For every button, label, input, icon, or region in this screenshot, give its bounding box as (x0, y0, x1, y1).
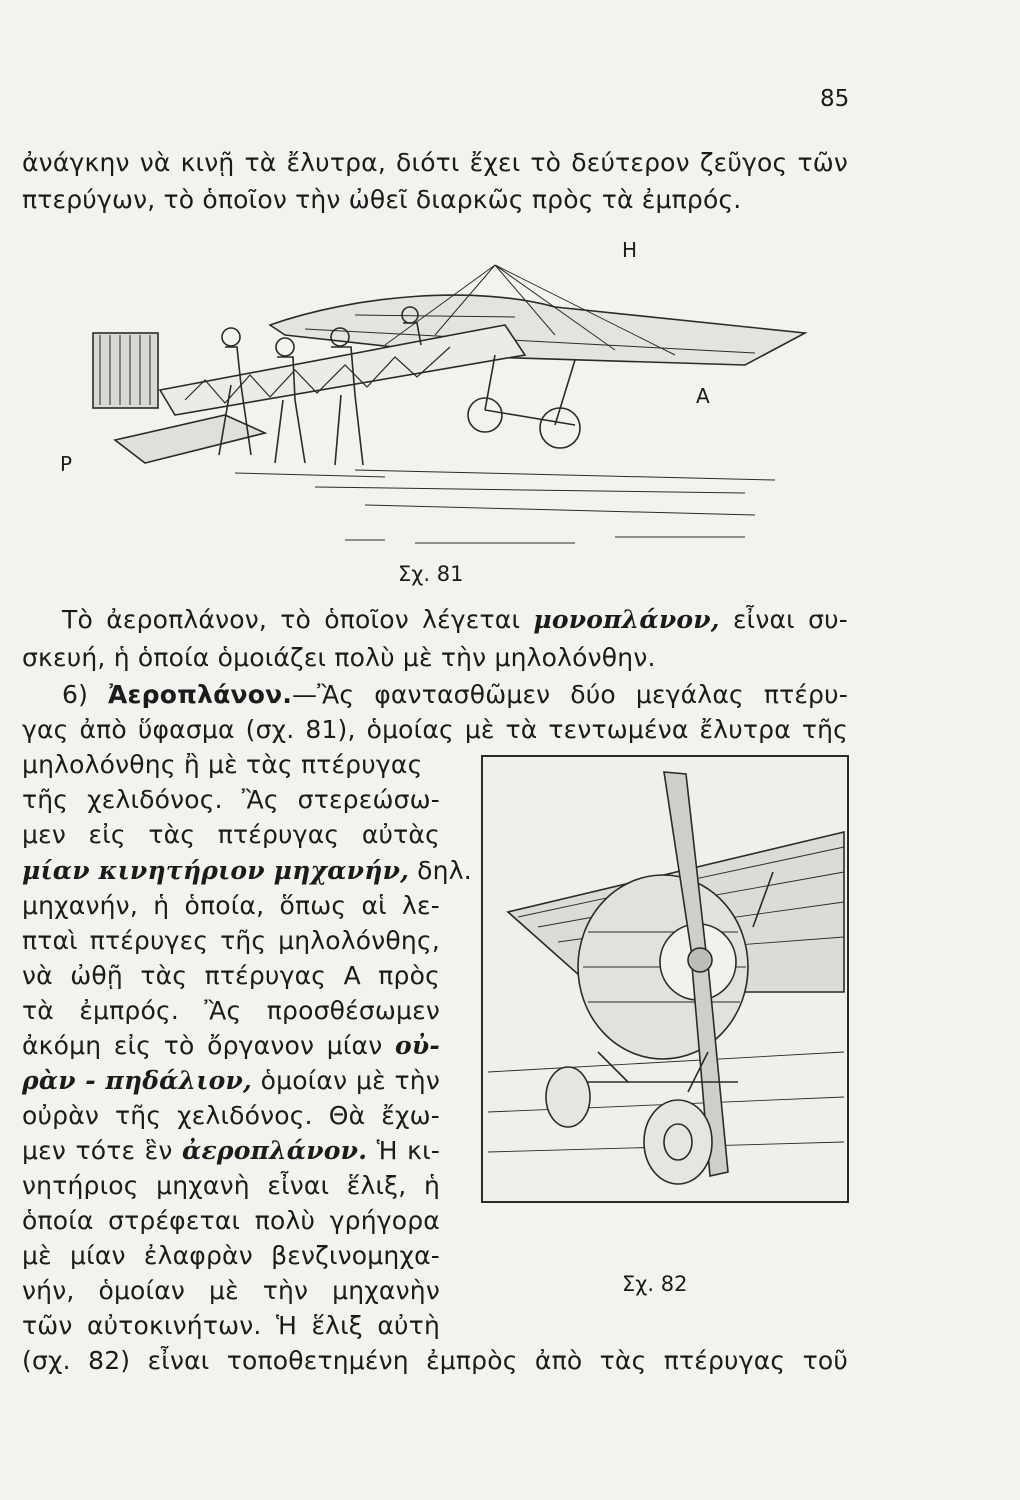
text-line: 6) Ἀεροπλάνον.—Ἂς φαντασθῶμεν δύο μεγάλας πτέρυ- (62, 680, 848, 709)
text-line: ρὰν - πηδάλιον, ὁμοίαν μὲ τὴν (22, 1066, 441, 1095)
figure-81-caption: Σχ. 81 (398, 562, 464, 586)
text-line: Τὸ ἀεροπλάνον, τὸ ὁποῖον λέγεται μονοπλάνον, εἶναι συ- (62, 605, 848, 634)
text-line: γας ἀπὸ ὕφασμα (σχ. 81), ὁμοίας μὲ τὰ τεντωμένα ἔλυτρα τῆς (22, 715, 848, 744)
text-line: μεν εἰς τὰς πτέρυγας αὐτὰς (22, 820, 440, 849)
figure-81-monoplane (55, 225, 835, 555)
text-line: ἀνάγκην νὰ κινῇ τὰ ἔλυτρα, διότι ἔχει τὸ δεύτερον ζεῦγος τῶν (22, 148, 848, 177)
text-line: μηχανήν, ἡ ὁποία, ὅπως αἱ λε- (22, 891, 440, 920)
text-line: ἀκόμη εἰς τὸ ὄργανον μίαν οὐ- (22, 1031, 440, 1060)
text-line: μίαν κινητήριον μηχανήν, δηλ. (22, 856, 472, 885)
text-line: τῶν αὐτοκινήτων. Ἡ ἕλιξ αὐτὴ (22, 1311, 440, 1340)
figure-82-caption: Σχ. 82 (622, 1272, 688, 1296)
text-line: σκευή, ἡ ὁποία ὁμοιάζει πολὺ μὲ τὴν μηλολόνθην. (22, 643, 656, 672)
text-line: μεν τότε ἓν ἀεροπλάνον. Ἡ κι- (22, 1136, 441, 1165)
text-line: οὐρὰν τῆς χελιδόνος. Θὰ ἔχω- (22, 1101, 440, 1130)
text-line: νὰ ὠθῇ τὰς πτέρυγας Α πρὸς (22, 961, 440, 990)
text-line: πτερύγων, τὸ ὁποῖον τὴν ὠθεῖ διαρκῶς πρὸς τὰ ἐμπρός. (22, 185, 742, 214)
text-line: τὰ ἐμπρός. Ἂς προσθέσωμεν (22, 996, 440, 1025)
label-a: Α (696, 384, 710, 408)
text-line: μὲ μίαν ἐλαφρὰν βενζινομηχα- (22, 1241, 440, 1270)
text-line: (σχ. 82) εἶναι τοποθετημένη ἐμπρὸς ἀπὸ τὰς πτέρυγας τοῦ (22, 1346, 848, 1375)
text-line: τῆς χελιδόνος. Ἂς στερεώσω- (22, 785, 440, 814)
text-line: νήν, ὁμοίαν μὲ τὴν μηχανὴν (22, 1276, 440, 1305)
figure-82-propeller (478, 752, 854, 1212)
label-p: Ρ (60, 452, 73, 476)
text-line: ὁποία στρέφεται πολὺ γρήγορα (22, 1206, 440, 1235)
text-line: μηλολόνθης ἢ μὲ τὰς πτέρυγας (22, 750, 423, 779)
label-h: Η (622, 238, 638, 262)
page-number: 85 (820, 86, 850, 112)
text-line: πταὶ πτέρυγες τῆς μηλολόνθης, (22, 926, 440, 955)
text-line: νητήριος μηχανὴ εἶναι ἕλιξ, ἡ (22, 1171, 440, 1200)
